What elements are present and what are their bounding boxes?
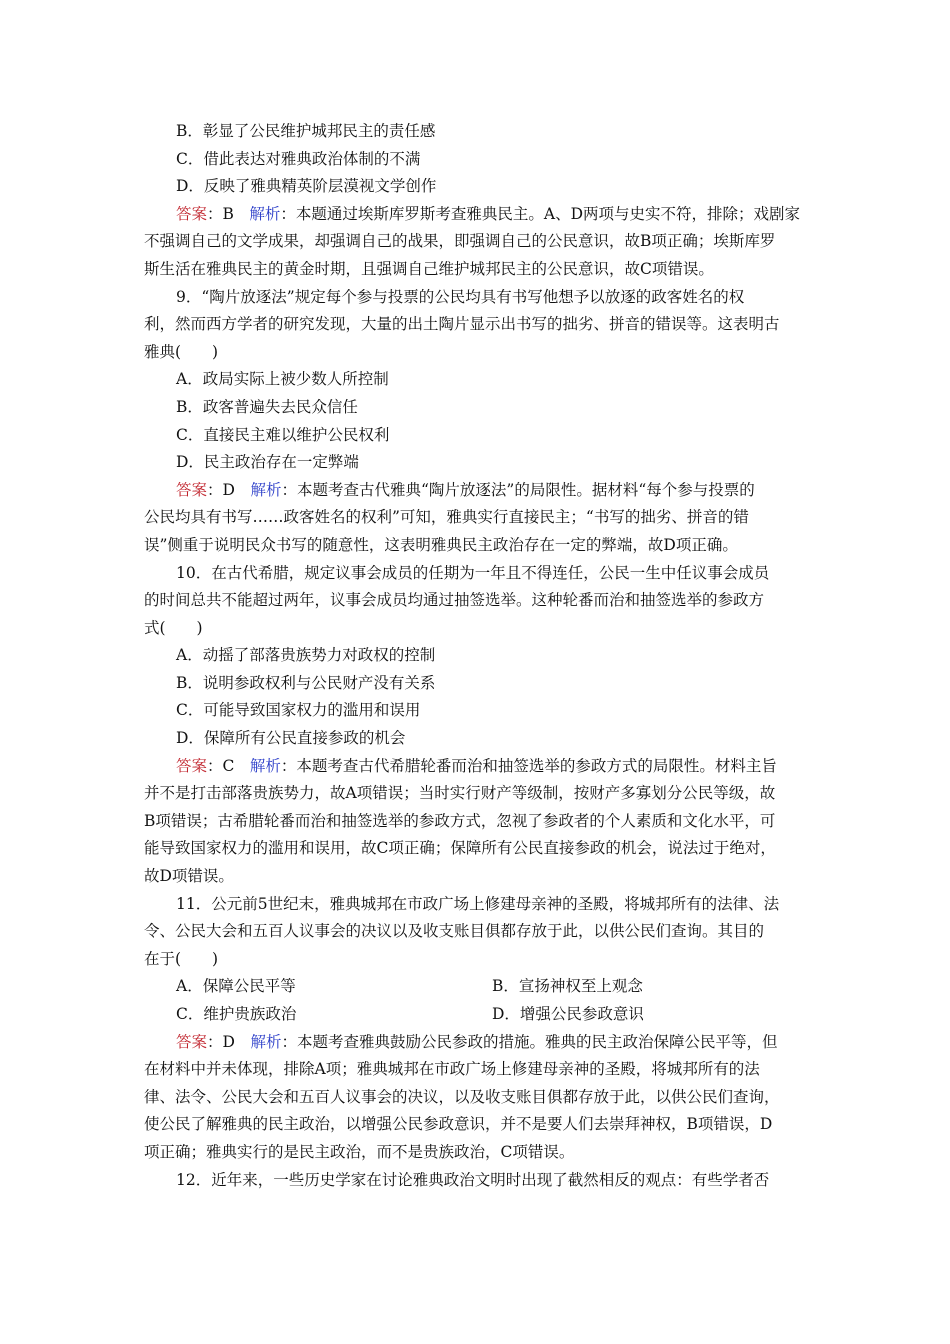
q11-option-c: C．维护贵族政治 [176,1005,297,1023]
q11-answer [144,1029,808,1057]
q9-analysis-line: 误”侧重于说明民众书写的随意性，这表明雅典民主政治存在一定的弊端，故D项正确。 [144,535,738,554]
q11-analysis-line: 在材料中并未体现，排除A项；雅典城邦在市政广场上修建母亲神的圣殿，将城邦所有的法 [144,1060,760,1079]
analysis-text: ：本题考查雅典鼓励公民参政的措施。雅典的民主政治保障公民平等，但 [281,1032,778,1051]
q8-option-c: C．借此表达对雅典政治体制的不满 [176,149,421,168]
q10-option-b: B．说明参政权利与公民财产没有关系 [176,673,436,692]
q8-answer [144,201,808,229]
q10-stem: 的时间总共不能超过两年，议事会成员均通过抽签选举。这种轮番而治和抽签选举的参政方 [144,591,765,610]
q9-stem: 雅典( ) [144,342,219,361]
q10-analysis-line: 故D项错误。 [144,867,234,886]
q11-stem: 在于( ) [144,949,219,968]
q11-stem: 11．公元前5世纪末，雅典城邦在市政广场上修建母亲神的圣殿，将城邦所有的法律、法 [176,894,780,913]
q11-analysis-line: 律、法令、公民大会和五百人议事会的决议，以及收支账目俱都存放于此，以供公民们查询， [144,1087,780,1106]
q10-option-d: D．保障所有公民直接参政的机会 [176,729,406,748]
q11-options-row [144,1001,808,1029]
q8-analysis-line: 斯生活在雅典民主的黄金时期，且强调自己维护城邦民主的公民意识，故C项错误。 [144,259,714,278]
q11-analysis-line: 使公民了解雅典的民主政治，以增强公民参政意识，并不是要人们去崇拜神权，B项错误，D [144,1115,773,1134]
q10-stem: 式( ) [144,618,203,637]
q12-stem: 12．近年来，一些历史学家在讨论雅典政治文明时出现了截然相反的观点：有些学者否 [176,1170,770,1189]
q11-stem: 令、公民大会和五百人议事会的决议以及收支账目俱都存放于此，以供公民们查询。其目的 [144,922,765,941]
document-page [144,118,808,1194]
answer-value: ：B [207,204,250,223]
q9-analysis-line: 公民均具有书写……政客姓名的权利”可知，雅典实行直接民主；“书写的拙劣、拼音的错 [144,508,749,527]
analysis-text: ：本题考查古代希腊轮番而治和抽签选举的参政方式的局限性。材料主旨 [280,756,777,775]
answer-label: 答案 [176,1032,208,1051]
answer-value: ：D [207,480,251,499]
q10-option-a: A．动摇了部落贵族势力对政权的控制 [176,646,436,665]
q9-stem: 9．“陶片放逐法”规定每个参与投票的公民均具有书写他想予以放逐的政客姓名的权 [176,287,745,306]
analysis-text: ：本题考查古代雅典“陶片放逐法”的局限性。据材料“每个参与投票的 [281,480,755,499]
q8-option-d: D．反映了雅典精英阶层漠视文学创作 [176,177,437,196]
q11-option-a: A．保障公民平等 [176,977,296,996]
answer-value: ：D [207,1032,251,1051]
q10-analysis-line: 并不是打击部落贵族势力，故A项错误；当时实行财产等级制，按财产多寡划分公民等级，故 [144,784,776,803]
q9-option-b: B．政客普遍失去民众信任 [176,397,358,416]
q11-analysis-line: 项正确；雅典实行的是民主政治，而不是贵族政治，C项错误。 [144,1142,575,1161]
q8-analysis-line: 不强调自己的文学成果，却强调自己的战果，即强调自己的公民意识，故B项正确；埃斯库罗 [144,232,776,251]
analysis-label: 解析 [249,756,281,775]
q11-options-row [144,973,808,1001]
q8-option-b: B．彰显了公民维护城邦民主的责任感 [176,122,436,140]
q9-option-a: A．政局实际上被少数人所控制 [176,370,389,389]
q9-stem: 利，然而西方学者的研究发现，大量的出土陶片显示出书写的拙劣、拼音的错误等。这表明古 [144,315,780,334]
analysis-label: 解析 [250,480,282,499]
answer-label: 答案 [176,480,208,499]
analysis-label: 解析 [249,204,281,223]
q10-analysis-line: 能导致国家权力的滥用和误用，故C项正确；保障所有公民直接参政的机会，说法过于绝对， [144,839,776,858]
q11-option-d: D．增强公民参政意识 [492,1005,644,1023]
answer-value: ：C [207,756,250,775]
q10-option-c: C．可能导致国家权力的滥用和误用 [176,701,421,720]
analysis-text: ：本题通过埃斯库罗斯考查雅典民主。A、D两项与史实不符，排除；戏剧家 [280,204,801,223]
q9-option-d: D．民主政治存在一定弊端 [176,453,359,472]
q9-answer [144,477,808,505]
q10-answer [144,753,808,781]
answer-label: 答案 [176,756,208,775]
q9-option-c: C．直接民主难以维护公民权利 [176,425,390,444]
q10-stem: 10．在古代希腊，规定议事会成员的任期为一年且不得连任，公民一生中任议事会成员 [176,563,770,582]
q11-option-b: B．宣扬神权至上观念 [492,977,643,996]
answer-label: 答案 [176,204,208,223]
analysis-label: 解析 [250,1032,282,1051]
q10-analysis-line: B项错误；古希腊轮番而治和抽签选举的参政方式，忽视了参政者的个人素质和文化水平，可 [144,811,776,830]
